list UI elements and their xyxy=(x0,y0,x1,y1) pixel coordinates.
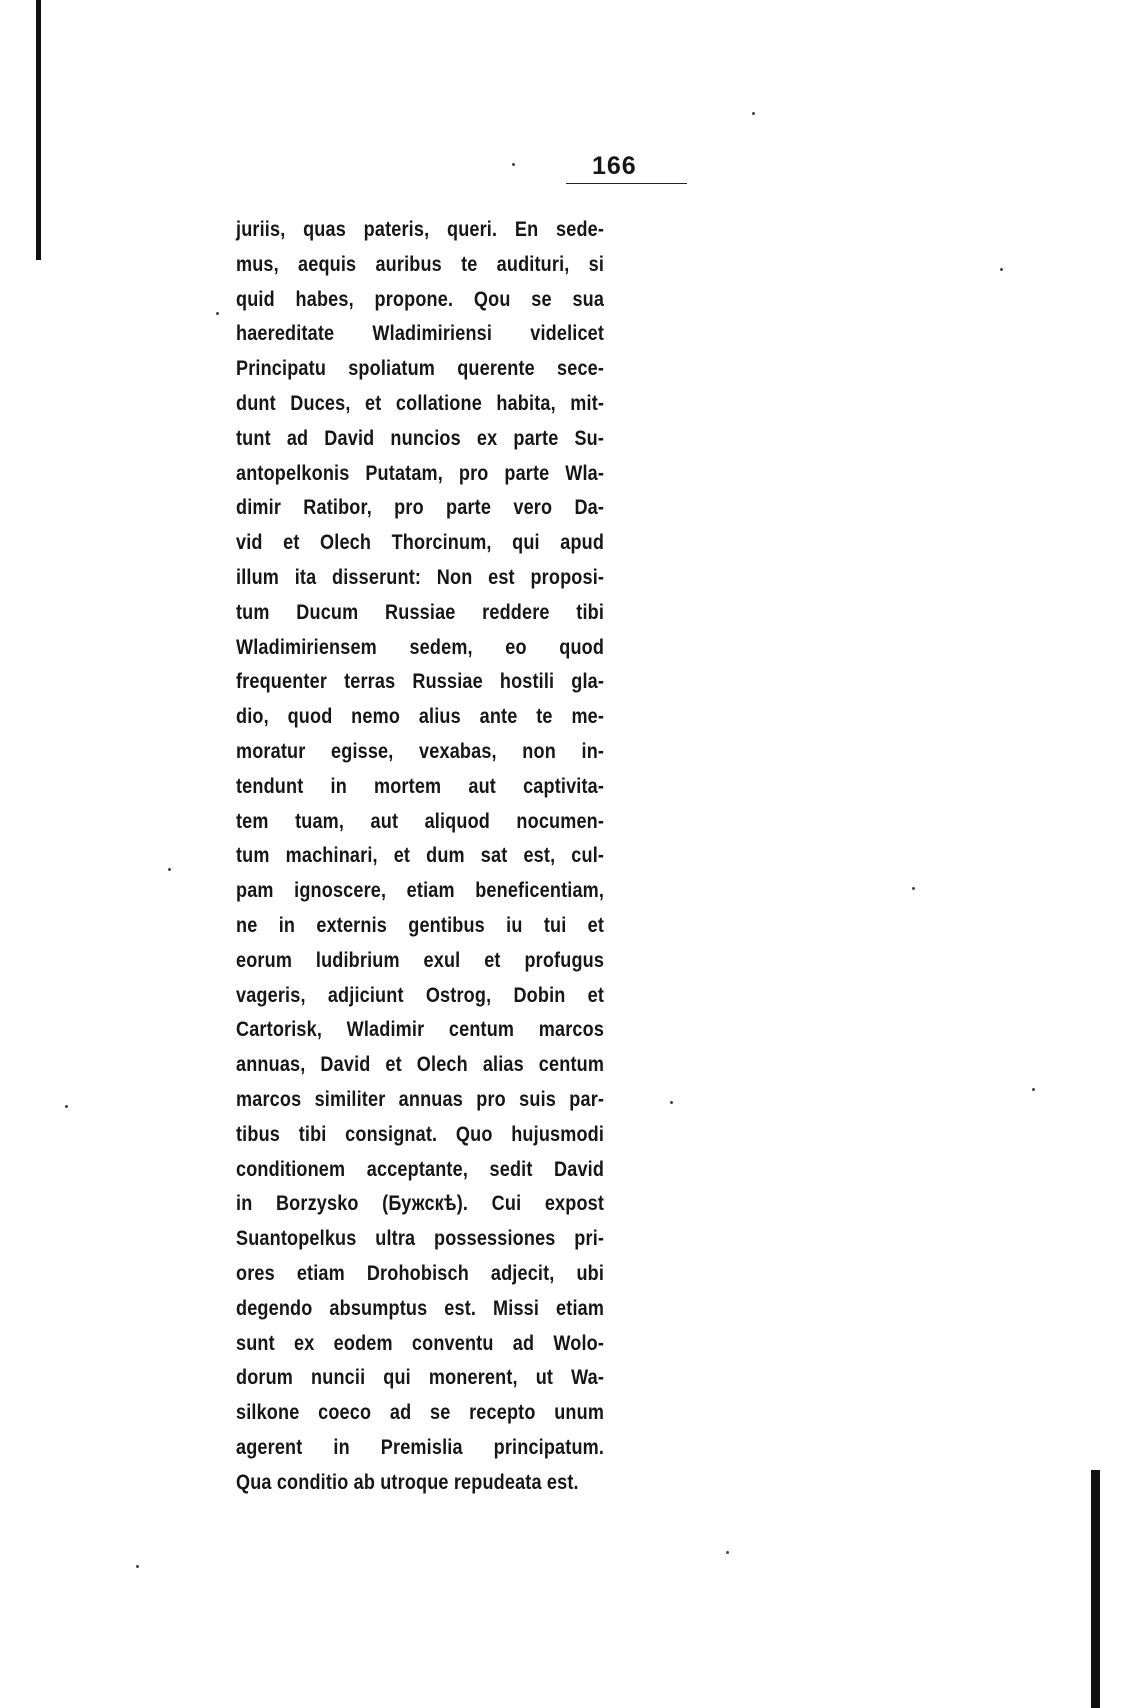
scan-speck xyxy=(1032,1088,1035,1091)
scan-speck xyxy=(65,1105,68,1108)
text-line: dorum nuncii qui monerent, ut Wa- xyxy=(236,1366,605,1390)
text-line: vageris, adjiciunt Ostrog, Dobin et xyxy=(236,983,605,1007)
scan-speck xyxy=(752,112,755,115)
scan-edge-left xyxy=(36,0,41,260)
text-line: Principatu spoliatum querente sece- xyxy=(236,357,605,381)
text-line: in Borzysko (Бужскѣ). Cui expost xyxy=(236,1192,605,1216)
scan-speck xyxy=(512,163,515,166)
text-line: ores etiam Drohobisch adjecit, ubi xyxy=(236,1261,605,1285)
body-text xyxy=(236,213,604,1500)
text-line: tum Ducum Russiae reddere tibi xyxy=(236,600,605,624)
text-line: dio, quod nemo alius ante te me- xyxy=(236,705,605,729)
page-number-rule xyxy=(566,183,687,184)
text-line: conditionem acceptante, sedit David xyxy=(236,1157,605,1181)
text-line: moratur egisse, vexabas, non in- xyxy=(236,739,605,763)
text-line: tibus tibi consignat. Quo hujusmodi xyxy=(236,1122,605,1146)
scan-speck xyxy=(670,1101,673,1104)
text-line: marcos similiter annuas pro suis par- xyxy=(236,1087,605,1111)
text-line: quid habes, propone. Qou se sua xyxy=(236,287,605,311)
text-line: mus, aequis auribus te audituri, si xyxy=(236,252,605,276)
text-line: eorum ludibrium exul et profugus xyxy=(236,948,605,972)
text-line: Cartorisk, Wladimir centum marcos xyxy=(236,1018,605,1042)
text-line: antopelkonis Putatam, pro parte Wla- xyxy=(236,461,605,485)
scan-edge-right xyxy=(1091,1470,1100,1708)
text-line: juriis, quas pateris, queri. En sede- xyxy=(236,218,605,241)
text-line: agerent in Premislia principatum. xyxy=(236,1435,605,1459)
text-line: Suantopelkus ultra possessiones pri- xyxy=(236,1227,605,1251)
text-line: annuas, David et Olech alias centum xyxy=(236,1053,605,1077)
text-line: vid et Olech Thorcinum, qui apud xyxy=(236,531,605,555)
scan-speck xyxy=(912,887,915,890)
text-line: haereditate Wladimiriensi videlicet xyxy=(236,322,605,346)
text-line: dunt Duces, et collatione habita, mit- xyxy=(236,391,605,415)
text-line: dimir Ratibor, pro parte vero Da- xyxy=(236,496,605,520)
text-line: illum ita disserunt: Non est proposi- xyxy=(236,565,605,589)
text-line: sunt ex eodem conventu ad Wolo- xyxy=(236,1331,605,1355)
text-line: silkone coeco ad se recepto unum xyxy=(236,1401,605,1425)
text-line: degendo absumptus est. Missi etiam xyxy=(236,1296,605,1320)
scan-speck xyxy=(216,312,219,315)
scan-speck xyxy=(168,868,171,871)
scan-speck xyxy=(1000,268,1003,271)
page-number: 166 xyxy=(592,152,637,180)
text-line: tum machinari, et dum sat est, cul- xyxy=(236,844,605,868)
text-line: Wladimiriensem sedem, eo quod xyxy=(236,635,605,659)
text-line: ne in externis gentibus iu tui et xyxy=(236,913,605,937)
text-line: pam ignoscere, etiam beneficentiam, xyxy=(236,879,605,903)
text-line: Qua conditio ab utroque repudeata est. xyxy=(236,1470,579,1494)
text-line: frequenter terras Russiae hostili gla- xyxy=(236,670,605,694)
text-line: tem tuam, aut aliquod nocumen- xyxy=(236,809,605,833)
scan-speck xyxy=(726,1551,729,1554)
text-line: tendunt in mortem aut captivita- xyxy=(236,774,605,798)
text-line: tunt ad David nuncios ex parte Su- xyxy=(236,426,605,450)
scan-speck xyxy=(136,1565,139,1568)
